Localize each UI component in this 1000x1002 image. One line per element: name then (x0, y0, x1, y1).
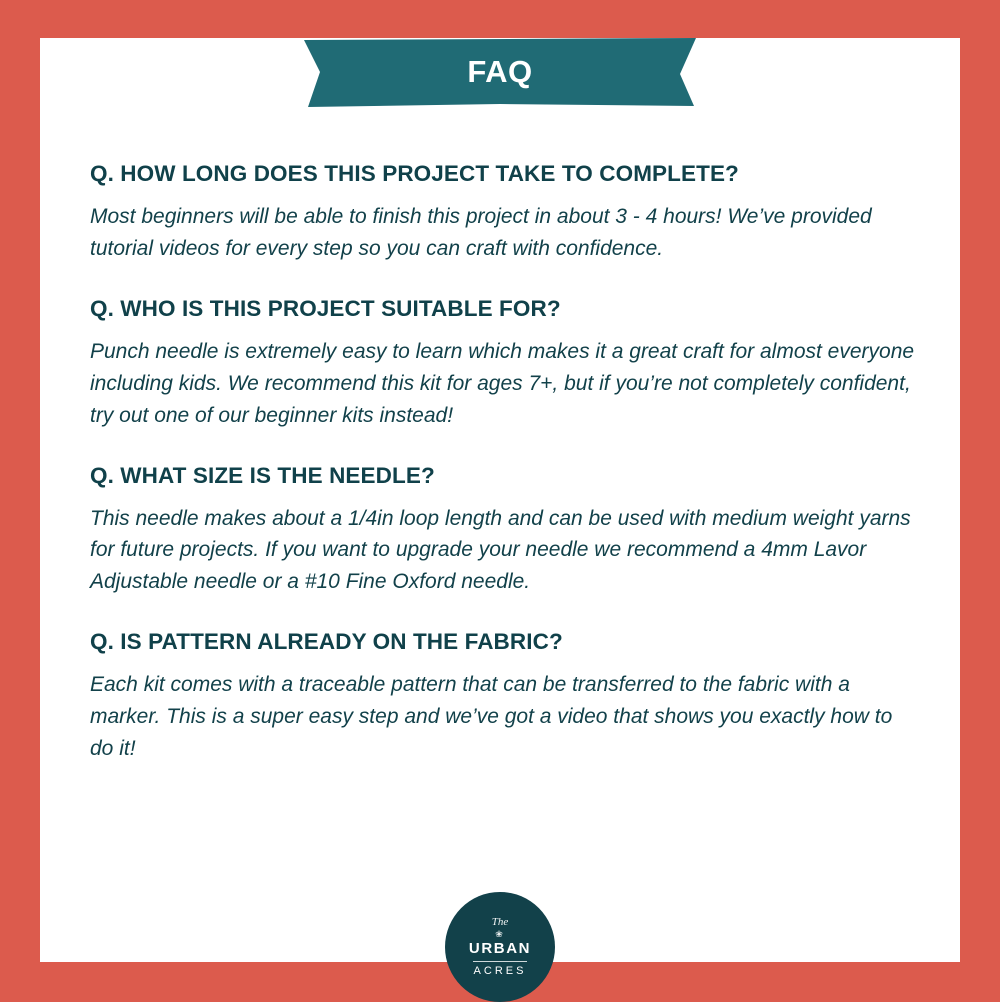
banner-title: FAQ (467, 54, 533, 89)
faq-card (40, 38, 960, 977)
faq-answer: Most beginners will be able to finish this project in about 3 - 4 hours! We’ve provided tutorial videos for every step so you can craft with confidence. (90, 205, 872, 260)
faq-item (90, 295, 918, 432)
faq-question: Q. HOW LONG DOES THIS PROJECT TAKE TO COMPLETE? (90, 161, 739, 186)
logo-urban-text: URBAN (468, 940, 532, 958)
faq-banner (300, 38, 700, 108)
faq-answer: This needle makes about a 1/4in loop length and can be used with medium weight yarns for future projects. If you want to upgrade your needle we recommend a 4mm Lavor Adjustable needle or a #10 Fine Oxford needle. (90, 506, 911, 594)
faq-question: Q. WHO IS THIS PROJECT SUITABLE FOR? (90, 295, 561, 321)
faq-item (90, 160, 918, 265)
faq-answer: Each kit comes with a traceable pattern that can be transferred to the fabric with a marker. This is a super easy step and we’ve got a video that shows you exactly how to do it! (90, 673, 893, 761)
logo-divider (473, 961, 527, 962)
logo-acres-text: ACRES (473, 964, 527, 977)
faq-answer: Punch needle is extremely easy to learn which makes it a great craft for almost everyone including kids. We recommend this kit for ages 7+, but if you’re not completely confident, try out one of our beginner kits instead! (90, 339, 915, 427)
faq-item (90, 628, 918, 765)
faq-question: Q. IS PATTERN ALREADY ON THE FABRIC? (90, 629, 563, 655)
faq-list (90, 160, 918, 765)
floral-ornament-icon: ❀ (495, 929, 505, 940)
brand-logo (445, 892, 555, 1002)
logo-the-text: The (491, 916, 509, 929)
faq-question: Q. WHAT SIZE IS THE NEEDLE? (90, 462, 435, 488)
faq-item (90, 462, 918, 599)
